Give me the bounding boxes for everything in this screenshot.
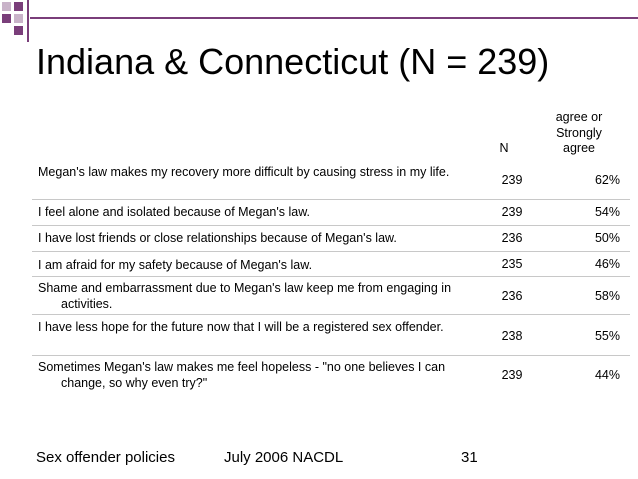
footer-left: Sex offender policies — [36, 449, 175, 466]
row-percent: 55% — [594, 329, 620, 343]
row-statement: I have lost friends or close relationships because of Megan's law. — [38, 231, 397, 245]
column-header-agree — [547, 110, 611, 157]
row-n: 236 — [501, 289, 523, 303]
row-n: 236 — [501, 231, 523, 245]
table-row — [32, 315, 630, 356]
row-statement: I have less hope for the future now that I will be a registered sex offender. — [38, 320, 444, 334]
table-row — [32, 161, 630, 200]
corner-ornament — [0, 0, 40, 40]
row-statement: I am afraid for my safety because of Megan's law. — [38, 258, 313, 272]
footer-date: July 2006 NACDL — [224, 449, 344, 466]
row-n: 238 — [501, 329, 523, 343]
row-n: 239 — [501, 205, 523, 219]
row-statement: Megan's law makes my recovery more difficult by causing stress in my life. — [38, 165, 450, 179]
survey-table — [32, 161, 630, 394]
row-percent: 50% — [594, 231, 620, 245]
row-percent: 58% — [594, 289, 620, 303]
row-statement: I feel alone and isolated because of Megan's law. — [38, 205, 311, 219]
table-row — [32, 277, 630, 315]
table-row — [32, 226, 630, 252]
column-header-agree-line-1: agree or — [555, 110, 603, 124]
row-n: 239 — [501, 368, 523, 382]
table-row — [32, 252, 630, 277]
column-header-agree-line-3: agree — [563, 141, 595, 155]
column-header-agree-line-2: Strongly — [556, 125, 602, 140]
page-number: 31 — [461, 449, 478, 466]
header-vertical-rule — [27, 0, 29, 42]
row-n: 235 — [501, 257, 523, 271]
column-header-n: N — [499, 141, 509, 155]
row-statement: Sometimes Megan's law makes me feel hopeless - "no one believes I can change, so why even try?" — [38, 360, 446, 390]
row-percent: 46% — [594, 257, 620, 271]
row-percent: 54% — [594, 205, 620, 219]
row-percent: 44% — [594, 368, 620, 382]
row-percent: 62% — [594, 173, 620, 187]
table-row — [32, 356, 630, 394]
row-n: 239 — [501, 173, 523, 187]
header-rule — [30, 17, 638, 19]
slide-title: Indiana & Connecticut (N = 239) — [36, 41, 550, 82]
row-statement: Shame and embarrassment due to Megan's law keep me from engaging in activities. — [38, 281, 452, 311]
table-row — [32, 200, 630, 226]
